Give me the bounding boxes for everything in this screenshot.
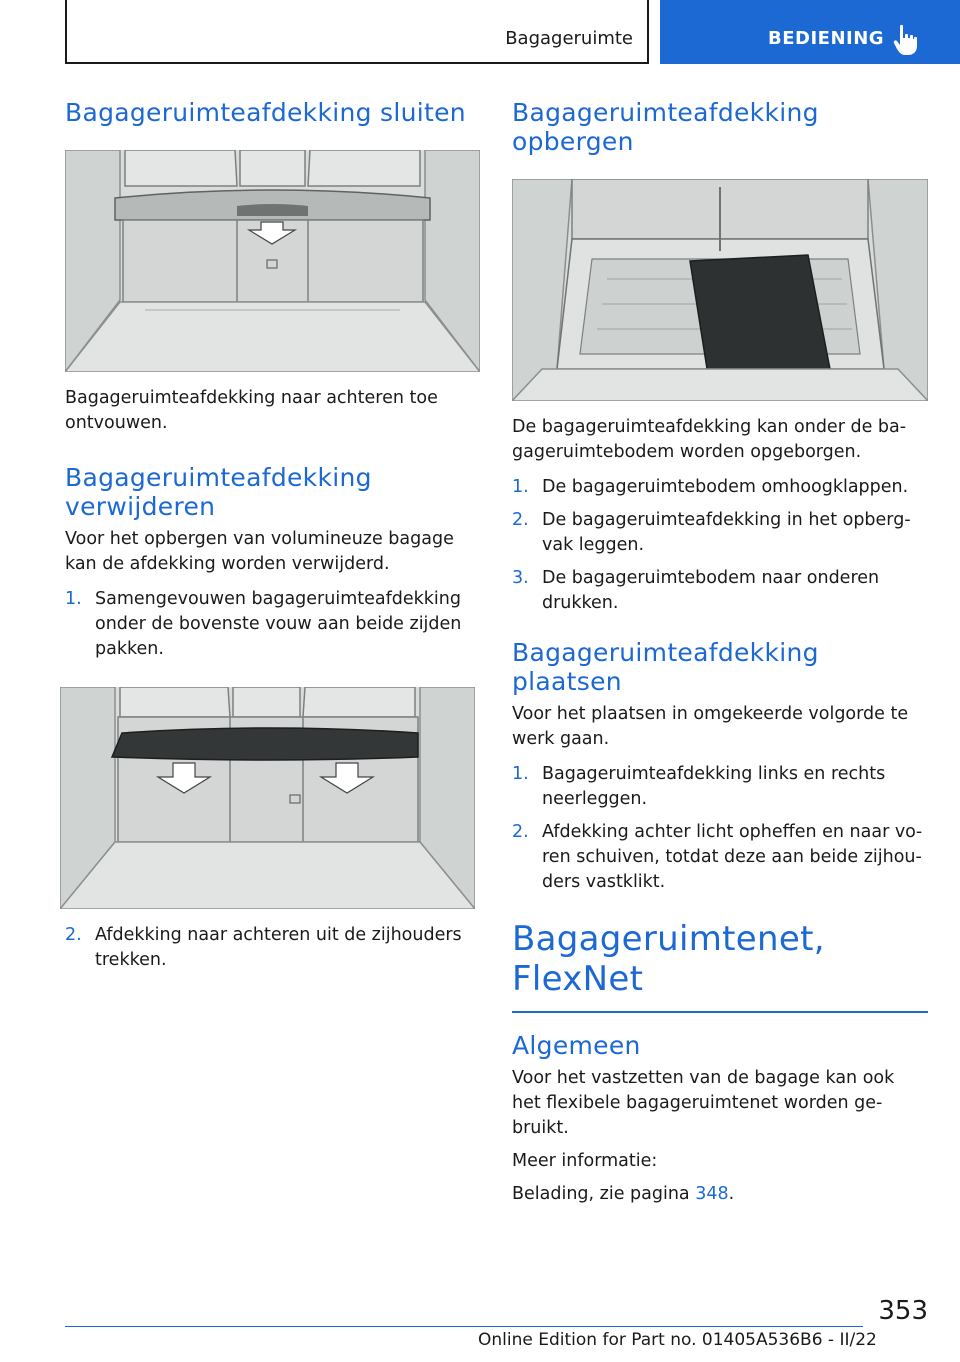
paragraph-close-cover: Bagageruimteafdekking naar achteren toe ontvouwen. <box>65 388 438 433</box>
step-number: 1. <box>512 764 529 784</box>
paragraph-remove-cover: Voor het opbergen van volumineuze bagage kan de afdekking worden verwijderd. <box>65 529 454 574</box>
chapter-title: Bagageruimtenet, FlexNet <box>512 919 825 999</box>
step-text: De bagageruimtebodem omhoogklappen. <box>542 477 909 497</box>
step-number: 3. <box>512 568 529 588</box>
photo-cover-closed <box>65 150 480 372</box>
paragraph-store-cover: De bagageruimteafdekking kan onder de bagageruimtebodem worden opgeborgen. <box>512 417 907 462</box>
heading-place-cover: Bagageruimteafdekking plaatsen <box>512 638 819 696</box>
paragraph-place-cover: Voor het plaatsen in omgekeerde volgorde te werk gaan. <box>512 704 909 749</box>
step-number: 1. <box>65 589 82 609</box>
photo-cover-storage <box>512 179 928 401</box>
list-item <box>512 820 928 895</box>
heading-general: Algemeen <box>512 1031 641 1060</box>
chapter-rule <box>512 1011 928 1013</box>
step-text: Samengevouwen bagageruimteafdekking onder de bovenste vouw aan beide zijden pakken. <box>95 589 462 659</box>
paragraph-general: Voor het vastzetten van de bagage kan ook het flexibele bagageruimtenet worden gebruikt. <box>512 1068 895 1138</box>
heading-store-cover: Bagageruimteafdekking opbergen <box>512 98 819 156</box>
running-header <box>65 0 649 64</box>
step-text: Afdekking naar achteren uit de zijhouders trekken. <box>95 925 462 970</box>
page-number: 353 <box>878 1296 928 1326</box>
edition-footer: Online Edition for Part no. 01405A536B6 - II/22 <box>478 1330 877 1350</box>
right-column <box>512 98 928 1207</box>
list-item <box>65 587 480 662</box>
step-text: De bagageruimtebodem naar onderen drukken. <box>542 568 880 613</box>
step-text: De bagageruimteafdekking in het opbergvak leggen. <box>542 510 911 555</box>
step-number: 2. <box>512 510 529 530</box>
step-number: 1. <box>512 477 529 497</box>
chapter-tab-label: BEDIENING <box>768 28 885 49</box>
heading-remove-cover: Bagageruimteafdekking verwijderen <box>65 463 372 521</box>
chapter-tab <box>660 0 960 64</box>
left-column <box>65 98 480 973</box>
list-item <box>512 508 928 558</box>
pointing-hand-icon <box>892 24 920 56</box>
step-text: Bagageruimteafdekking links en rechts neerleggen. <box>542 764 886 809</box>
list-item <box>65 923 480 973</box>
heading-close-cover: Bagageruimteafdekking sluiten <box>65 98 466 127</box>
list-item <box>512 566 928 616</box>
header-section-title: Bagageruimte <box>505 28 633 49</box>
list-item <box>512 762 928 812</box>
cross-reference-end: . <box>728 1184 735 1204</box>
page-link-348[interactable]: 348 <box>695 1184 729 1204</box>
photo-cover-folded <box>60 687 475 909</box>
footer-rule <box>65 1326 863 1327</box>
cross-reference <box>512 1182 928 1207</box>
more-info-label: Meer informatie: <box>512 1151 658 1171</box>
step-number: 2. <box>512 822 529 842</box>
step-number: 2. <box>65 925 82 945</box>
list-item <box>512 475 928 500</box>
step-text: Afdekking achter licht opheffen en naar voren schuiven, totdat deze aan beide zijhouders vastklikt. <box>542 822 923 892</box>
cross-reference-text: Belading, zie pagina <box>512 1184 696 1204</box>
